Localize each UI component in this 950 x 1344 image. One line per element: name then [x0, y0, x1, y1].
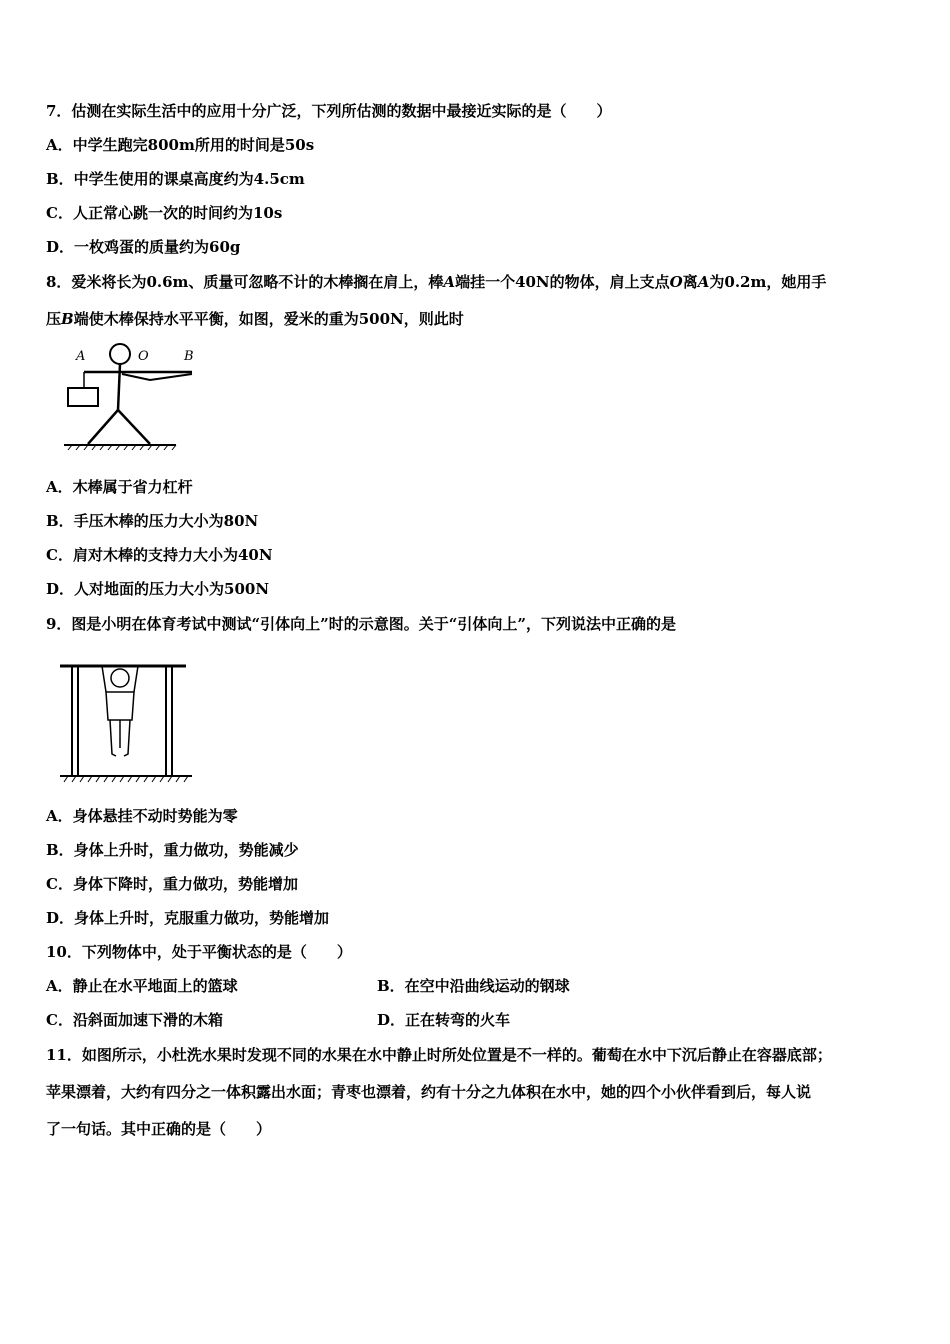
- q7-option-d: D．一枚鸡蛋的质量约为60g: [46, 238, 241, 256]
- right-leg-shape: [118, 410, 150, 444]
- figure-label-a: A: [76, 349, 86, 364]
- q8-stem-line2: 压B端使木棒保持水平平衡，如图，爱米的重为500N，则此时: [46, 310, 464, 328]
- q8-option-c: C．肩对木棒的支持力大小为40N: [46, 546, 273, 564]
- arm-shape: [122, 374, 192, 380]
- q10-option-c: C．沿斜面加速下滑的木箱: [46, 1011, 223, 1029]
- q9-option-b: B．身体上升时，重力做功，势能减少: [46, 841, 299, 859]
- q8-option-a: A．木棒属于省力杠杆: [46, 478, 193, 496]
- lever-figure: [60, 342, 210, 457]
- hanging-head-shape: [111, 669, 129, 687]
- q9-option-d: D．身体上升时，克服重力做功，势能增加: [46, 909, 330, 927]
- figure-label-o: O: [138, 349, 149, 364]
- weight-box-shape: [68, 388, 98, 406]
- q10-stem: 10．下列物体中，处于平衡状态的是（ ）: [46, 943, 352, 961]
- q11-stem-line3: 了一句话。其中正确的是（ ）: [46, 1120, 272, 1138]
- q7-option-c: C．人正常心跳一次的时间约为10s: [46, 204, 283, 222]
- q7-stem: 7．估测在实际生活中的应用十分广泛，下列所估测的数据中最接近实际的是（ ）: [46, 102, 612, 120]
- q10-option-d: D．正在转弯的火车: [377, 1011, 511, 1029]
- q8-option-b: B．手压木棒的压力大小为80N: [46, 512, 259, 530]
- q9-option-c: C．身体下降时，重力做功，势能增加: [46, 875, 298, 893]
- arms-shape: [102, 666, 138, 692]
- q9-option-a: A．身体悬挂不动时势能为零: [46, 807, 238, 825]
- head-shape: [110, 344, 130, 364]
- q10-option-b: B．在空中沿曲线运动的钢球: [377, 977, 570, 995]
- figure-label-b: B: [184, 349, 194, 364]
- q11-stem-line1: 11．如图所示，小杜洗水果时发现不同的水果在水中静止时所处位置是不一样的。葡萄在水中下沉后静止在容器底部；: [46, 1046, 832, 1064]
- q11-stem-line2: 苹果漂着，大约有四分之一体积露出水面；青枣也漂着，约有十分之九体积在水中，她的四个小伙伴看到后，每人说: [46, 1083, 812, 1101]
- pull-up-figure: [56, 658, 206, 786]
- q8-option-d: D．人对地面的压力大小为500N: [46, 580, 270, 598]
- hanging-legs-shape: [110, 720, 130, 756]
- q8-stem-line1: 8．爱米将长为0.6m、质量可忽略不计的木棒搁在肩上，棒A端挂一个40N的物体，肩上支点O离A为0.2m，她用手: [46, 273, 827, 291]
- q7-option-a: A．中学生跑完800m所用的时间是50s: [46, 136, 315, 154]
- torso-shape: [106, 692, 134, 720]
- q7-option-b: B．中学生使用的课桌高度约为4.5cm: [46, 170, 305, 188]
- q10-option-a: A．静止在水平地面上的篮球: [46, 977, 238, 995]
- left-leg-shape: [88, 410, 118, 444]
- q9-stem: 9．图是小明在体育考试中测试“引体向上”时的示意图。关于“引体向上”，下列说法中正确的是: [46, 615, 676, 633]
